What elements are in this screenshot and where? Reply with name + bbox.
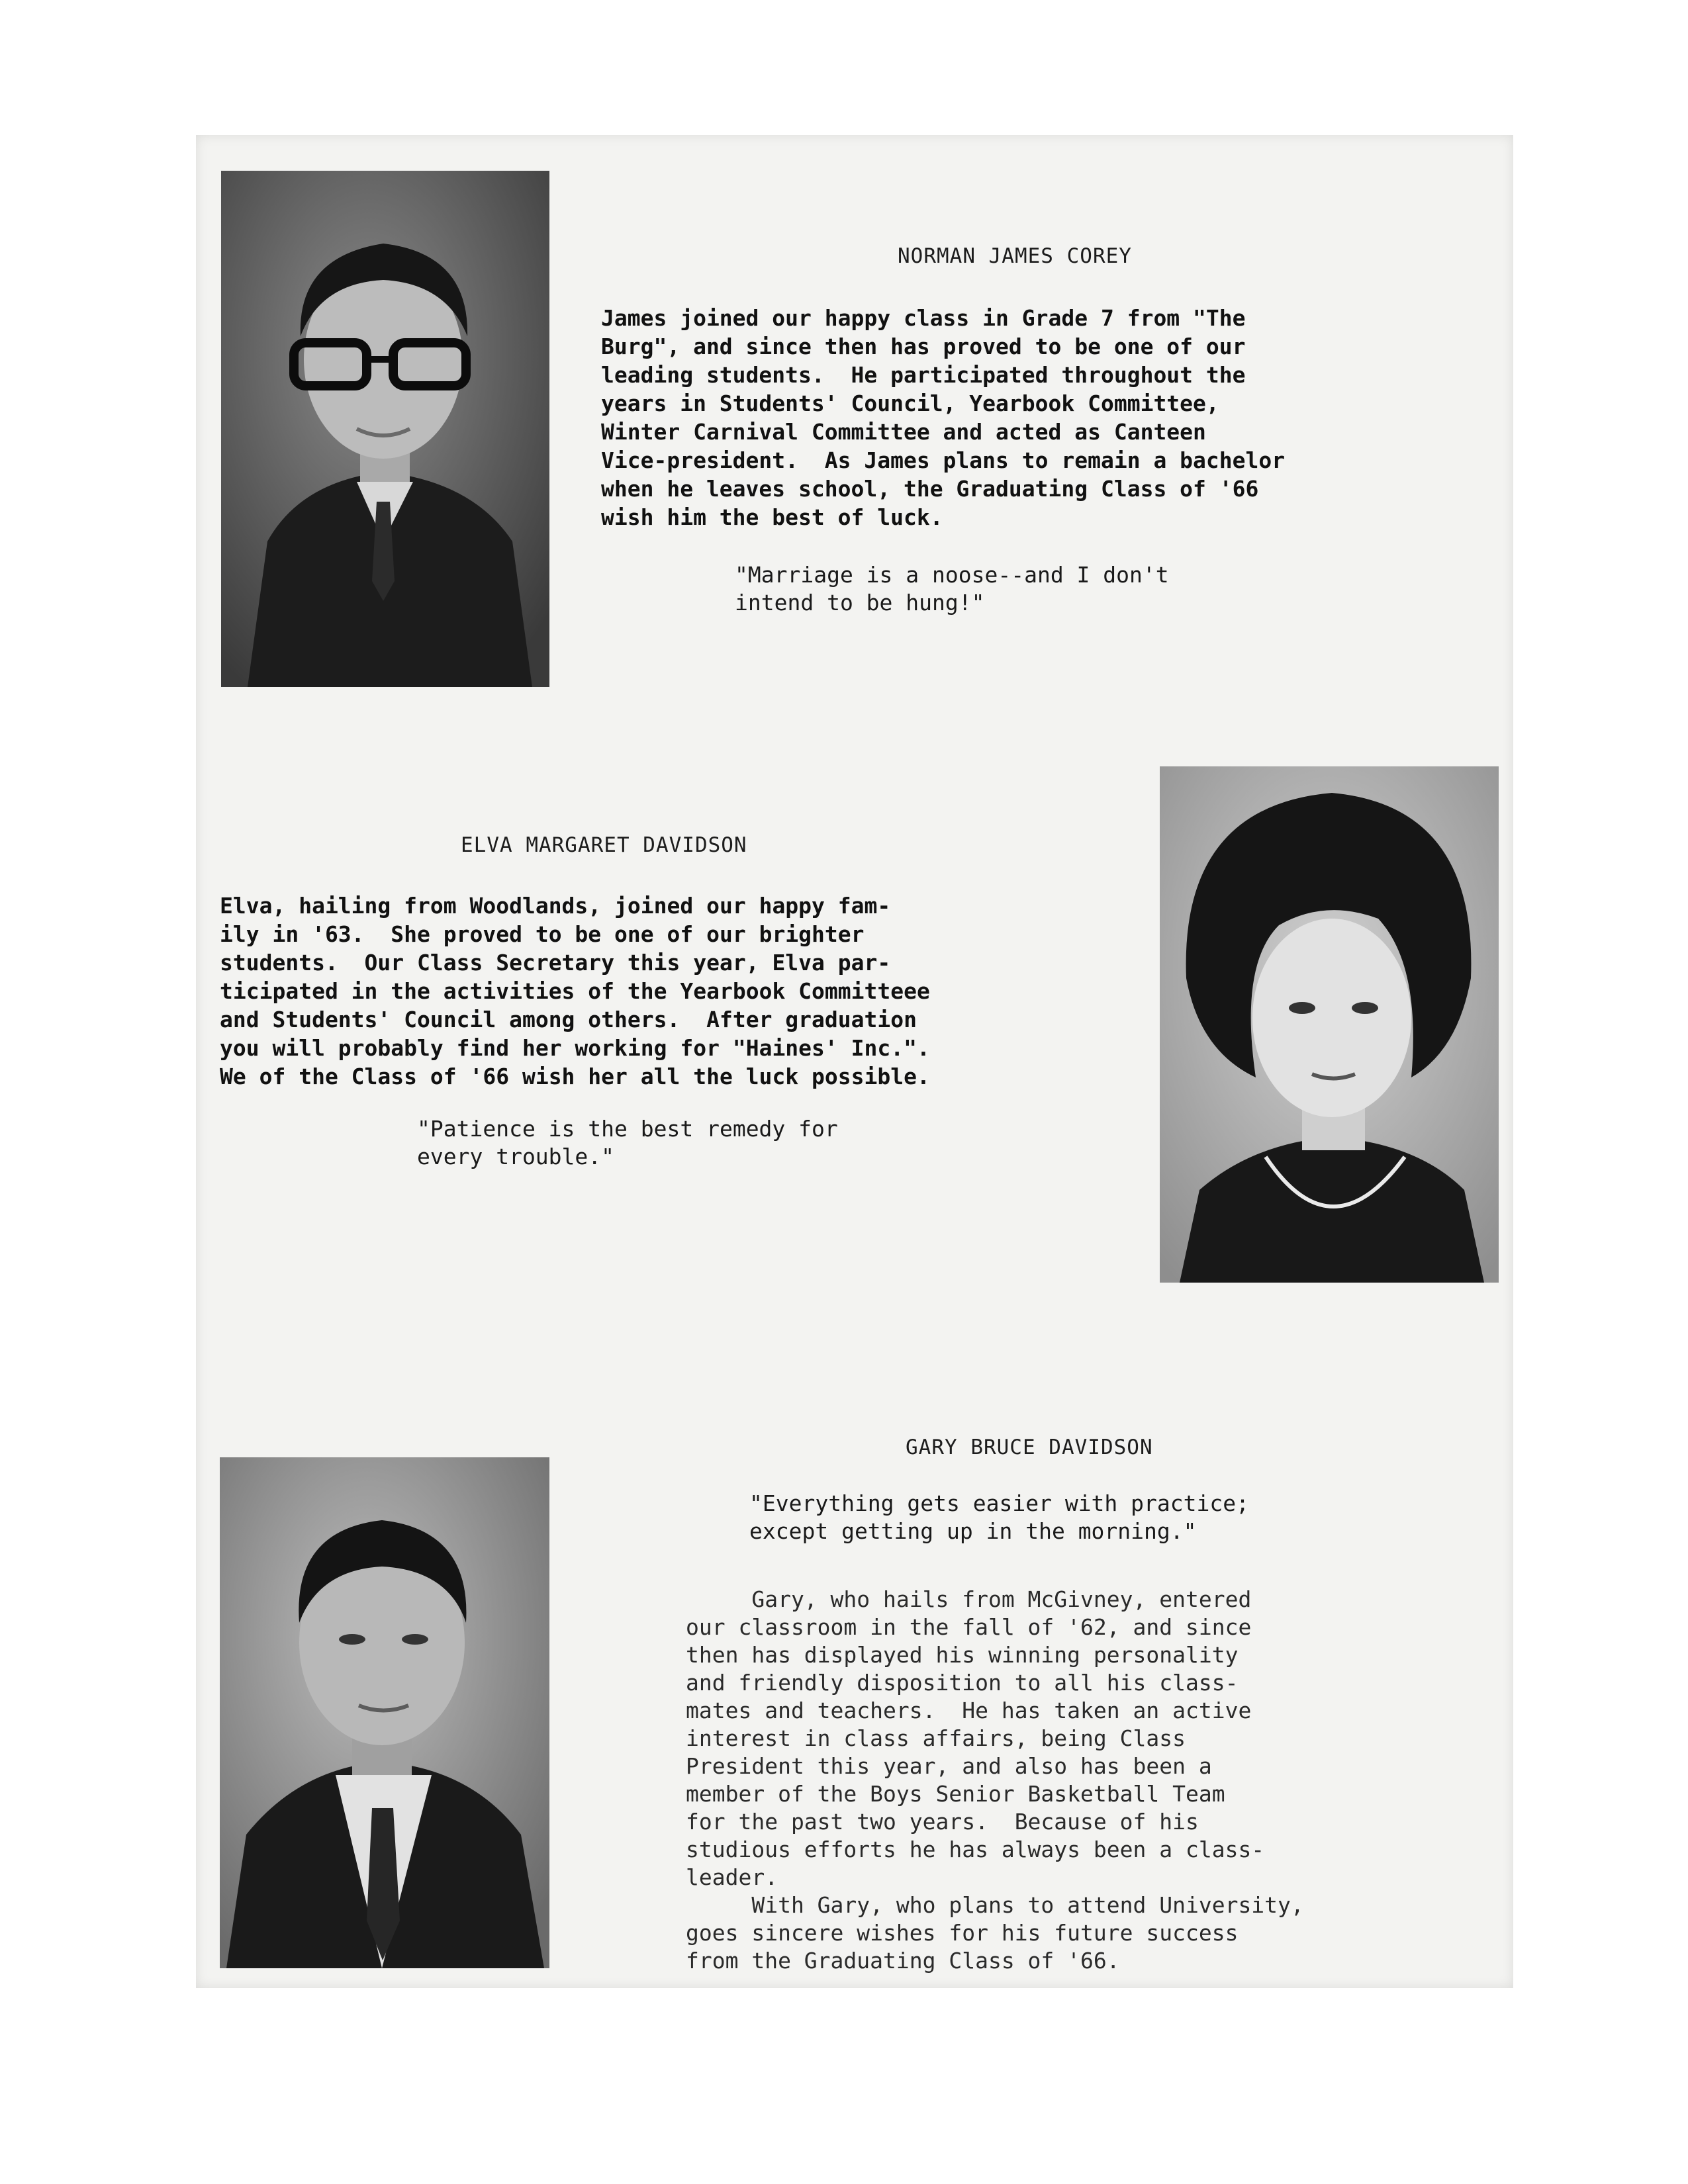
student-name: ELVA MARGARET DAVIDSON — [461, 833, 747, 857]
student-bio: James joined our happy class in Grade 7 from "The Burg", and since then has proved to be one of our leading students. He participated throughout the years in Students' Council, Yearbook Committee, Winter Carnival Committee and acted as Canteen Vice-president. As James plans to remain a bachelor when he leaves school, the Graduating Class of '66 wish him the best of luck. — [601, 305, 1286, 530]
portrait-photo-norman — [221, 171, 549, 687]
yearbook-page — [196, 135, 1513, 1988]
student-quote: "Everything gets easier with practice; except getting up in the morning." — [749, 1490, 1249, 1544]
student-quote: "Marriage is a noose--and I don't intend to be hung!" — [735, 562, 1169, 615]
portrait-photo-gary — [220, 1457, 549, 1968]
student-bio: Gary, who hails from McGivney, entered our classroom in the fall of '62, and since then has displayed his winning personality and friendly disposition to all his class- mates and teachers. He has taken an active interest in class affairs, being Class President this year, and also has been a member of the Boys Senior Basketball Team for the past two years. Because of his studious efforts he has always been a class- leader. With Gary, who plans to attend University, goes sincere wishes for his future success from the Graduating Class of '66. — [686, 1586, 1304, 1974]
portrait-photo-elva — [1160, 766, 1499, 1283]
student-name: GARY BRUCE DAVIDSON — [906, 1435, 1153, 1459]
student-bio: Elva, hailing from Woodlands, joined our happy fam- ily in '63. She proved to be one of our brighter students. Our Class Secretary this year, Elva par- ticipated in the activities of the Yearbook Committeee and Students' Council among others. After graduation you will probably find her working for "Haines' Inc.". We of the Class of '66 wish her all the luck possible. — [220, 893, 930, 1089]
student-name: NORMAN JAMES COREY — [898, 244, 1132, 268]
student-quote: "Patience is the best remedy for every trouble." — [417, 1116, 838, 1169]
